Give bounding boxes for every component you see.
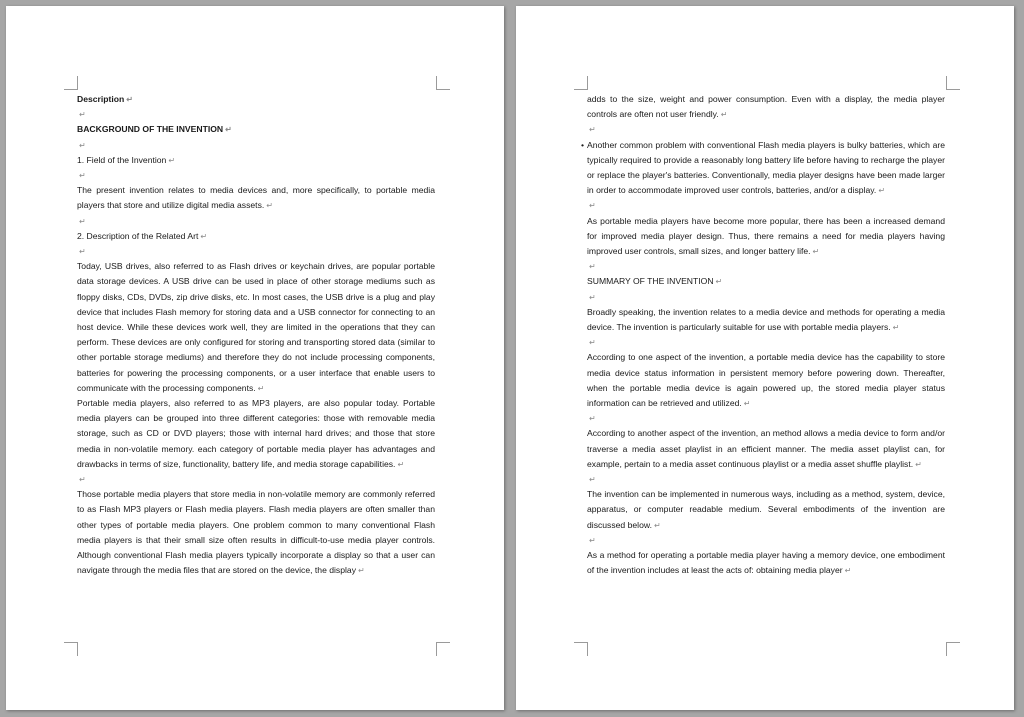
body-paragraph xyxy=(587,350,945,411)
section-heading xyxy=(77,92,435,107)
crop-mark-top-right xyxy=(946,76,960,90)
paragraph-mark: ↵ xyxy=(589,262,596,272)
page-2-body-text[interactable] xyxy=(581,92,945,640)
paragraph-text: adds to the size, weight and power consumption. Even with a display, the media player controls are often not user friendly. xyxy=(587,94,945,120)
paragraph-mark: ↵ xyxy=(126,95,133,104)
empty-paragraph xyxy=(587,411,945,426)
paragraph-mark: ↵ xyxy=(168,155,176,165)
bullet-paragraph xyxy=(581,138,945,199)
empty-paragraph xyxy=(587,198,945,213)
crop-mark-bottom-left xyxy=(64,642,78,656)
empty-paragraph xyxy=(77,244,435,259)
paragraph-mark: ↵ xyxy=(79,140,86,150)
paragraph-text: As a method for operating a portable media player having a memory device, one embodiment of the invention includes at least the acts of: obtaining media player xyxy=(587,549,945,576)
paragraph-text: As portable media players have become more popular, there has been a increased demand for improved media player design. Thus, there remains a need for media players having improved user controls, small sizes, and longer battery life. xyxy=(587,215,945,256)
body-paragraph xyxy=(77,259,435,396)
section-heading xyxy=(77,122,435,137)
paragraph-mark: ↵ xyxy=(589,292,596,302)
empty-paragraph xyxy=(587,259,945,274)
paragraph-mark: ↵ xyxy=(892,322,900,332)
paragraph-mark: ↵ xyxy=(589,201,596,211)
crop-mark-bottom-right xyxy=(946,642,960,656)
document-page-1 xyxy=(6,6,504,710)
paragraph-text: Today, USB drives, also referred to as Flash drives or keychain drives, are popular portable data storage devices. A USB drive can be used in place of other storage mediums such as floppy disks, CDs, DVDs, zip drive disks, etc. In most cases, the USB drive is a plug and play device that includes Flash memory for storing data and a USB connector for connecting to an host device. While these devices work well, they are limited in the operations that they can perform. These devices are only configured for storing and transporting stored data (similar to other portable storage mediums) and therefore they do not include processing components, batteries for powering the processing components, or a user interface that enable users to communicate with the processing components. xyxy=(77,261,435,393)
empty-paragraph xyxy=(587,472,945,487)
body-paragraph xyxy=(77,153,435,168)
paragraph-text: The present invention relates to media devices and, more specifically, to portable media players that store and utilize digital media assets. xyxy=(77,185,435,211)
paragraph-mark: ↵ xyxy=(589,125,596,135)
empty-paragraph xyxy=(587,533,945,548)
paragraph-mark: ↵ xyxy=(653,520,661,530)
paragraph-text: 1. Field of the Invention xyxy=(77,154,167,165)
body-paragraph xyxy=(77,229,435,244)
crop-mark-top-right xyxy=(436,76,450,90)
empty-paragraph xyxy=(587,290,945,305)
bullet-icon: • xyxy=(581,139,585,150)
empty-paragraph xyxy=(77,138,435,153)
paragraph-mark: ↵ xyxy=(79,475,86,484)
body-paragraph xyxy=(77,487,435,578)
paragraph-mark: ↵ xyxy=(225,125,232,135)
paragraph-mark: ↵ xyxy=(79,170,86,180)
body-paragraph xyxy=(587,487,945,533)
paragraph-mark: ↵ xyxy=(589,535,596,545)
paragraph-mark: ↵ xyxy=(589,474,596,484)
paragraph-mark: ↵ xyxy=(358,566,365,576)
paragraph-text: 2. Description of the Related Art xyxy=(77,230,199,241)
empty-paragraph xyxy=(77,214,435,229)
body-paragraph xyxy=(77,183,435,213)
paragraph-text: Another common problem with conventional Flash media players is bulky batteries, which are typically required to provide a reasonably long battery life before having to recharge the player or replace the player's batteries. Conventionally, media player designs have been made larger in order to accommodate improved user controls, batteries, and/or a display. xyxy=(587,139,945,196)
paragraph-mark: ↵ xyxy=(79,110,86,120)
paragraph-mark: ↵ xyxy=(878,186,886,196)
paragraph-mark: ↵ xyxy=(200,231,208,241)
body-paragraph xyxy=(587,214,945,260)
body-paragraph xyxy=(587,305,945,335)
paragraph-text: BACKGROUND OF THE INVENTION xyxy=(77,124,224,135)
empty-paragraph xyxy=(587,335,945,350)
paragraph-text: According to one aspect of the invention, a portable media device has the capability to store media device status information in persistent memory before powering down. Thereafter, when the portable media device is again powered up, the stored media player status information can be retrieved and utilized. xyxy=(587,352,945,408)
crop-mark-bottom-left xyxy=(574,642,588,656)
crop-mark-top-left xyxy=(64,76,78,90)
paragraph-mark: ↵ xyxy=(266,201,273,211)
paragraph-text: SUMMARY OF THE INVENTION xyxy=(587,276,714,287)
paragraph-mark: ↵ xyxy=(844,566,852,576)
paragraph-mark: ↵ xyxy=(743,398,751,408)
paragraph-text: Description xyxy=(77,94,125,104)
empty-paragraph xyxy=(77,107,435,122)
body-paragraph xyxy=(587,426,945,472)
paragraph-mark: ↵ xyxy=(79,246,86,256)
body-paragraph xyxy=(587,274,945,289)
paragraph-mark: ↵ xyxy=(915,459,922,469)
page-1-body-text[interactable] xyxy=(77,92,435,640)
paragraph-mark: ↵ xyxy=(715,277,723,287)
paragraph-text: The invention can be implemented in numerous ways, including as a method, system, device, apparatus, or computer readable medium. Several embodiments of the invention are discussed below. xyxy=(587,489,945,530)
paragraph-text: Broadly speaking, the invention relates to a media device and methods for operating a media device. The invention is particularly suitable for use with portable media players. xyxy=(587,306,945,332)
body-paragraph xyxy=(587,548,945,578)
body-paragraph xyxy=(77,396,435,472)
body-paragraph xyxy=(587,92,945,122)
crop-mark-bottom-right xyxy=(436,642,450,656)
paragraph-mark: ↵ xyxy=(720,110,728,120)
paragraph-mark: ↵ xyxy=(589,338,596,348)
empty-paragraph xyxy=(77,168,435,183)
paragraph-text: Those portable media players that store media in non-volatile memory are commonly referred to as Flash MP3 players or Flash media players. Flash media players are often smaller than other types of portable media players. One problem common to many conventional Flash media players is that their small size often results in difficult-to-use media player controls. Although conventional Flash media players typically incorporate a display so that a user can navigate through the media files that are stored on the device, the display xyxy=(77,489,435,576)
paragraph-mark: ↵ xyxy=(257,383,265,393)
paragraph-mark: ↵ xyxy=(812,247,820,256)
paragraph-text: Portable media players, also referred to as MP3 players, are also popular today. Portable media players can be grouped into three different categories: those with removable media storage, such as CD or DVD players; those with internal hard drives; and those that store media in non-volatile memory. each category of portable media player has advantages and drawbacks in terms of size, functionality, battery life, and media storage capabilities. xyxy=(77,397,435,469)
empty-paragraph xyxy=(587,122,945,137)
paragraph-text: According to another aspect of the invention, an method allows a media device to form and/or traverse a media asset playlist in an efficient manner. The media asset playlist can, for example, pertain to a media asset continuous playlist or a media asset shuffle playlist. xyxy=(587,428,945,469)
paragraph-mark: ↵ xyxy=(397,459,405,469)
paragraph-mark: ↵ xyxy=(79,216,86,226)
crop-mark-top-left xyxy=(574,76,588,90)
paragraph-mark: ↵ xyxy=(589,414,596,424)
empty-paragraph xyxy=(77,472,435,487)
document-page-2 xyxy=(516,6,1014,710)
